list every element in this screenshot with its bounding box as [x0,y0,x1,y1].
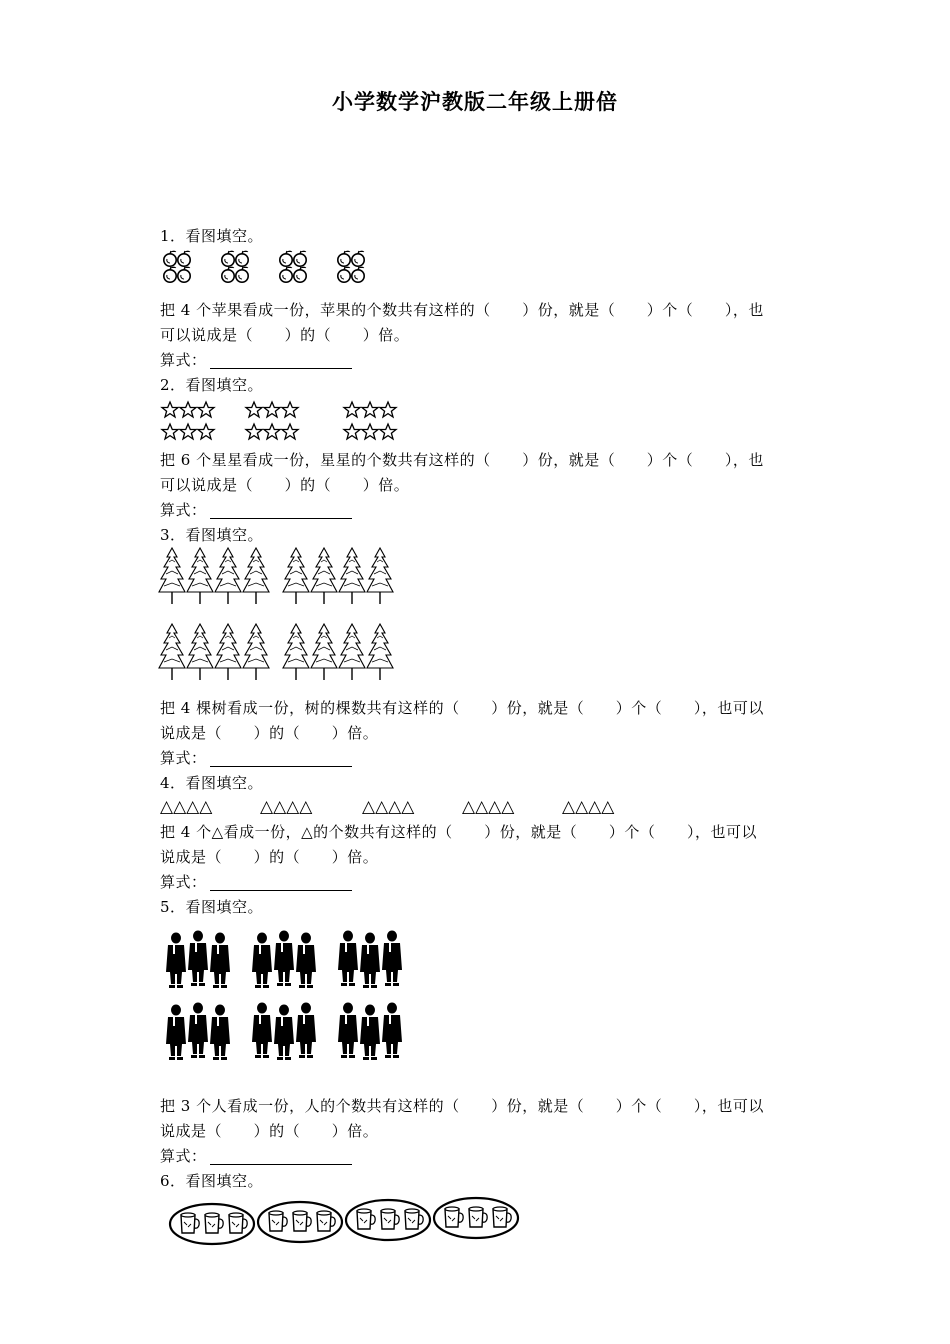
q1-apples-figure [160,250,380,290]
q2-stars-figure [160,400,410,444]
apple-icon [280,251,306,282]
q1-formula-label: 算式： [160,351,207,369]
person-icon [338,931,402,989]
q3-text-line1: 把 4 棵树看成一份，树的棵数共有这样的（ ）份，就是（ ）个（ ），也可以 [160,699,764,717]
q3-formula-label: 算式： [160,749,207,767]
q5-formula-label: 算式： [160,1147,207,1165]
cup-icon [346,1200,430,1240]
tree-icon [283,548,393,604]
q2-heading: 2．看图填空。 [160,376,264,394]
q4-formula-label: 算式： [160,873,207,891]
q5-text-line1: 把 3 个人看成一份，人的个数共有这样的（ ）份，就是（ ）个（ ），也可以 [160,1097,764,1115]
q5-text-line2: 说成是（ ）的（ ）倍。 [160,1122,379,1140]
q5-formula-blank[interactable] [210,1164,352,1165]
page-title: 小学数学沪教版二年级上册倍 [332,90,618,114]
q1-heading: 1．看图填空。 [160,227,264,245]
cup-icon [258,1202,342,1242]
tree-icon [159,548,269,604]
apple-icon [338,251,364,282]
person-icon [166,1003,230,1061]
q4-text-line1: 把 4 个△看成一份，△的个数共有这样的（ ）份，就是（ ）个（ ），也可以 [160,823,757,841]
person-icon [338,1003,402,1061]
tree-icon [159,624,269,680]
apple-icon [164,251,190,282]
q1-text-line2: 可以说成是（ ）的（ ）倍。 [160,326,410,344]
q4-triangle-group: △△△△ [260,797,313,817]
q4-triangle-group: △△△△ [462,797,515,817]
person-icon [252,931,316,989]
q5-heading: 5．看图填空。 [160,898,264,916]
q1-text-line1: 把 4 个苹果看成一份，苹果的个数共有这样的（ ）份，就是（ ）个（ ），也 [160,301,764,319]
cup-icon [434,1198,518,1238]
star-icon [162,402,214,439]
q3-trees-figure [158,546,398,686]
cup-icon [170,1204,254,1244]
star-icon [246,402,298,439]
person-icon [166,931,230,989]
q2-formula-label: 算式： [160,501,207,519]
star-icon [344,402,396,439]
q2-formula-blank[interactable] [210,518,352,519]
q4-triangle-group: △△△△ [562,797,615,817]
q6-heading: 6．看图填空。 [160,1172,264,1190]
q4-triangle-group: △△△△ [160,797,213,817]
q3-text-line2: 说成是（ ）的（ ）倍。 [160,724,379,742]
q6-cups-figure [168,1196,528,1250]
q1-formula-blank[interactable] [210,368,352,369]
q4-formula-blank[interactable] [210,890,352,891]
apple-icon [222,251,248,282]
q3-heading: 3．看图填空。 [160,526,264,544]
person-icon [252,1003,316,1061]
q5-people-figure [162,928,412,1068]
q2-text-line1: 把 6 个星星看成一份，星星的个数共有这样的（ ）份，就是（ ）个（ ），也 [160,451,764,469]
q4-text-line2: 说成是（ ）的（ ）倍。 [160,848,379,866]
q2-text-line2: 可以说成是（ ）的（ ）倍。 [160,476,410,494]
q4-heading: 4．看图填空。 [160,774,264,792]
q4-triangle-group: △△△△ [362,797,415,817]
q3-formula-blank[interactable] [210,766,352,767]
tree-icon [283,624,393,680]
